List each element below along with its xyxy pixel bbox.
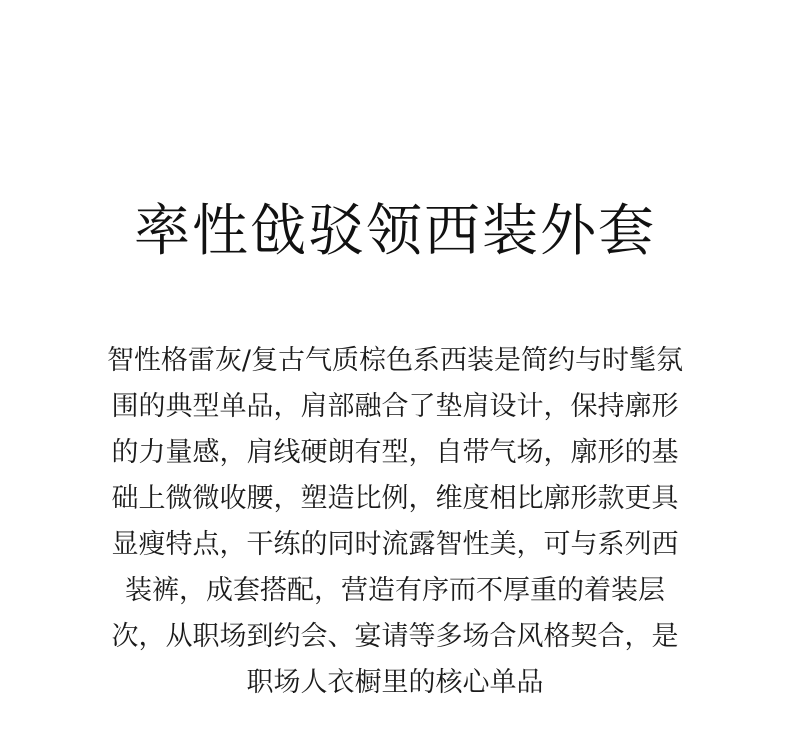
- description-line: 次，从职场到约会、宴请等多场合风格契合，是: [111, 621, 679, 652]
- description-line: 智性格雷灰/复古气质棕色系西装是简约与时髦氛: [106, 345, 684, 376]
- description-line: 围的典型单品，肩部融合了垫肩设计，保持廓形: [111, 391, 679, 422]
- description-line: 的力量感，肩线硬朗有型，自带气场，廓形的基: [111, 437, 679, 468]
- description-line: 础上微微收腰，塑造比例，维度相比廓形款更具: [111, 483, 679, 514]
- description-line: 显瘦特点，干练的同时流露智性美，可与系列西: [111, 529, 679, 560]
- description-line: 装裤，成套搭配，营造有序而不厚重的着装层: [125, 575, 665, 606]
- description-line: 职场人衣橱里的核心单品: [246, 667, 544, 698]
- product-title: 率性戗驳领西装外套: [134, 199, 656, 264]
- product-description: [0, 338, 790, 706]
